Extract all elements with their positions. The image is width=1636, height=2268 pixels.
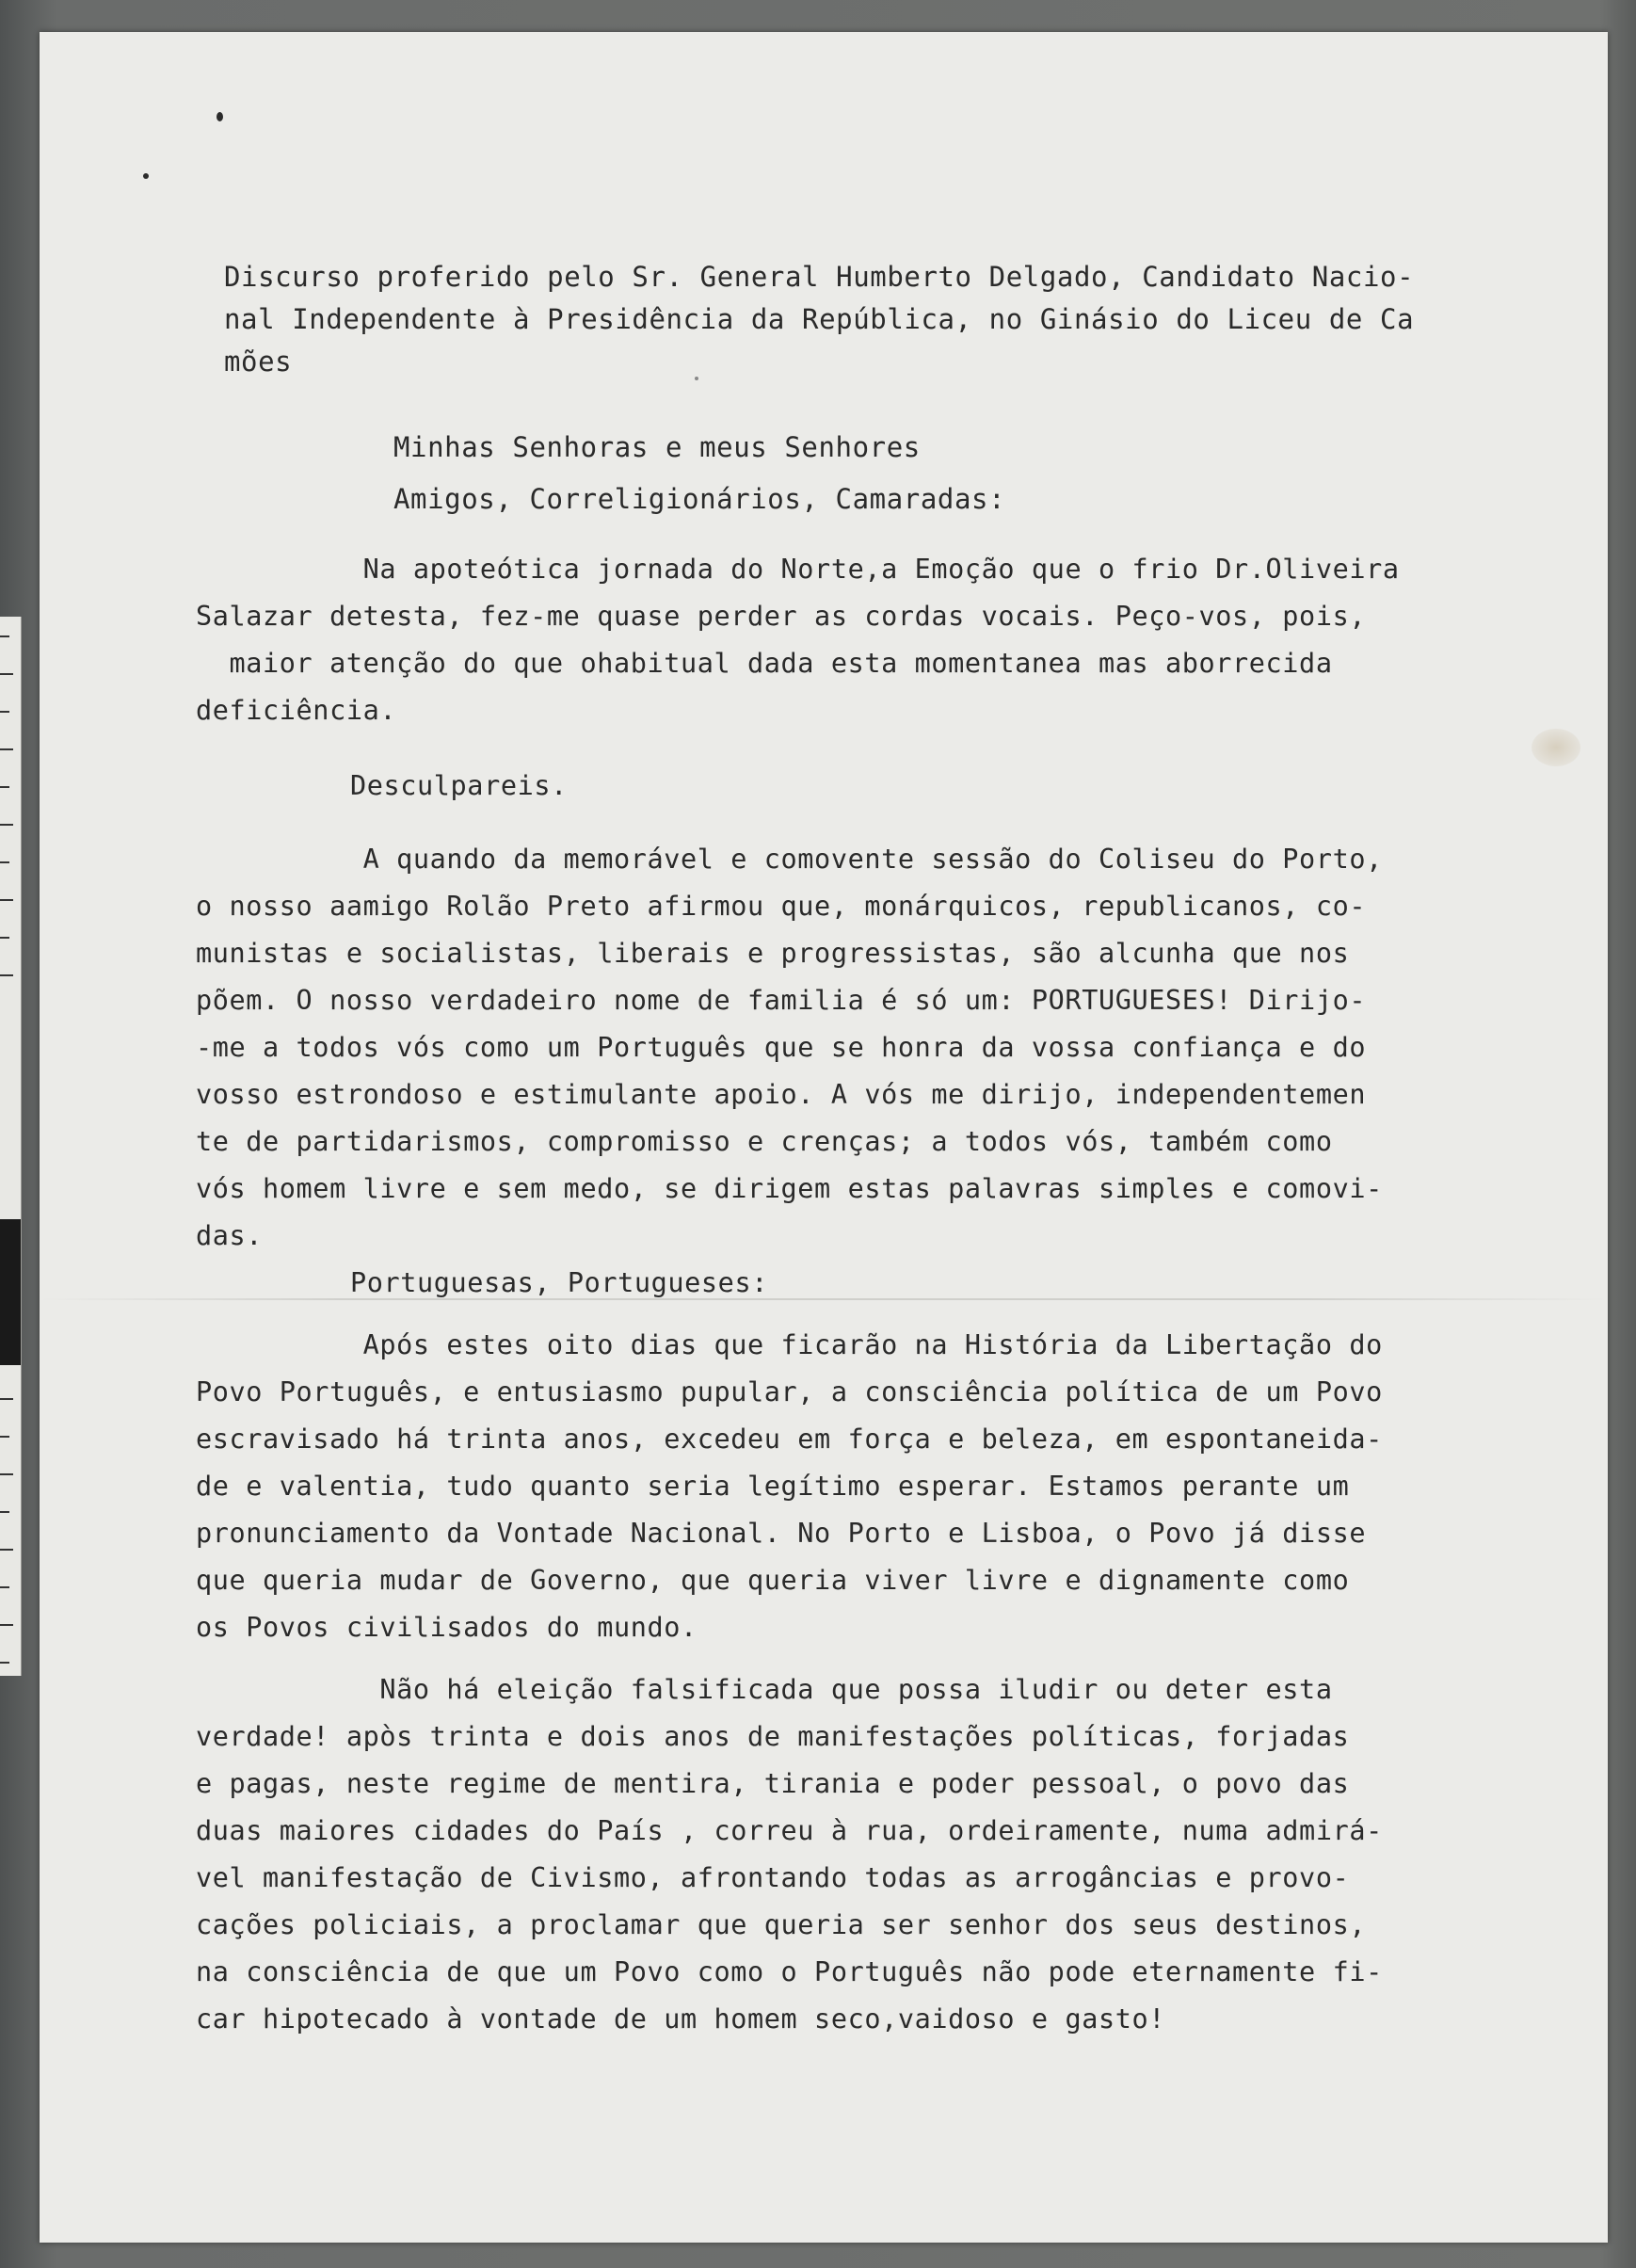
text-line: das. bbox=[196, 1220, 264, 1251]
text-line: -me a todos vós como um Português que se honra da vossa confiança e do bbox=[196, 1032, 1367, 1063]
paragraph-3 bbox=[196, 1322, 1383, 1651]
text-line: deficiência. bbox=[196, 695, 397, 726]
text-line: vós homem livre e sem medo, se dirigem estas palavras simples e comovi- bbox=[196, 1173, 1383, 1204]
ink-speck bbox=[217, 112, 223, 121]
text-line: de e valentia, tudo quanto seria legítimo esperar. Estamos perante um bbox=[196, 1471, 1350, 1502]
address-line bbox=[350, 1260, 768, 1307]
text-line: car hipotecado à vontade de um homem seco,vaidoso e gasto! bbox=[196, 2003, 1165, 2035]
text-line: verdade! apòs trinta e dois anos de manifestações políticas, forjadas bbox=[196, 1721, 1350, 1752]
text-line: na consciência de que um Povo como o Português não pode eternamente fi- bbox=[196, 1956, 1383, 1987]
paragraph-4 bbox=[196, 1666, 1383, 2043]
salutation-line: Minhas Senhoras e meus Senhores bbox=[393, 431, 921, 463]
text-line: vel manifestação de Civismo, afrontando todas as arrogâncias e provo- bbox=[196, 1862, 1350, 1893]
text-line: o nosso aamigo Rolão Preto afirmou que, monárquicos, republicanos, co- bbox=[196, 891, 1367, 922]
text-line: Na apoteótica jornada do Norte,a Emoção que o frio Dr.Oliveira bbox=[196, 554, 1400, 585]
text-line: escravisado há trinta anos, excedeu em força e beleza, em espontaneida- bbox=[196, 1424, 1383, 1455]
paragraph-2 bbox=[196, 836, 1383, 1260]
ink-speck bbox=[143, 173, 149, 179]
text-line: Após estes oito dias que ficarão na História da Libertação do bbox=[196, 1329, 1383, 1360]
salutation bbox=[393, 422, 1005, 525]
text-line: que queria mudar de Governo, que queria viver livre e dignamente como bbox=[196, 1565, 1350, 1596]
document-title bbox=[224, 256, 1414, 383]
title-line: mões bbox=[224, 346, 293, 378]
text-line: vosso estrondoso e estimulante apoio. A vós me dirijo, independentemen bbox=[196, 1079, 1367, 1110]
text-line: te de partidarismos, compromisso e crenças; a todos vós, também como bbox=[196, 1126, 1333, 1157]
text-line: e pagas, neste regime de mentira, tirania e poder pessoal, o povo das bbox=[196, 1768, 1350, 1799]
pause-line bbox=[350, 763, 568, 810]
text-line: A quando da memorável e comovente sessão do Coliseu do Porto, bbox=[196, 844, 1383, 875]
text-line: duas maiores cidades do País , correu à rua, ordeiramente, numa admirá- bbox=[196, 1815, 1383, 1846]
text-line: Desculpareis. bbox=[350, 770, 568, 801]
text-line: Salazar detesta, fez-me quase perder as cordas vocais. Peço-vos, pois, bbox=[196, 601, 1367, 632]
text-line: põem. O nosso verdadeiro nome de familia é só um: PORTUGUESES! Dirijo- bbox=[196, 985, 1367, 1016]
text-line: maior atenção do que ohabitual dada esta momentanea mas aborrecida bbox=[196, 648, 1333, 679]
title-line: nal Independente à Presidência da República, no Ginásio do Liceu de Ca bbox=[224, 303, 1415, 335]
text-line: Povo Português, e entusiasmo pupular, a consciência política de um Povo bbox=[196, 1376, 1383, 1407]
fold-crease bbox=[40, 1298, 1608, 1300]
text-line: munistas e socialistas, liberais e progressistas, são alcunha que nos bbox=[196, 938, 1350, 969]
text-line: pronunciamento da Vontade Nacional. No Porto e Lisboa, o Povo já disse bbox=[196, 1518, 1367, 1549]
paper-stain bbox=[1532, 729, 1580, 766]
text-line: Não há eleição falsificada que possa iludir ou deter esta bbox=[196, 1674, 1333, 1705]
scale-ruler bbox=[0, 617, 22, 1676]
salutation-line: Amigos, Correligionários, Camaradas: bbox=[393, 483, 1006, 515]
title-line: Discurso proferido pelo Sr. General Humberto Delgado, Candidato Nacio- bbox=[224, 261, 1415, 293]
text-line: Portuguesas, Portugueses: bbox=[350, 1267, 768, 1298]
text-line: cações policiais, a proclamar que queria ser senhor dos seus destinos, bbox=[196, 1909, 1367, 1940]
text-line: os Povos civilisados do mundo. bbox=[196, 1612, 698, 1643]
paragraph-1 bbox=[196, 546, 1400, 734]
